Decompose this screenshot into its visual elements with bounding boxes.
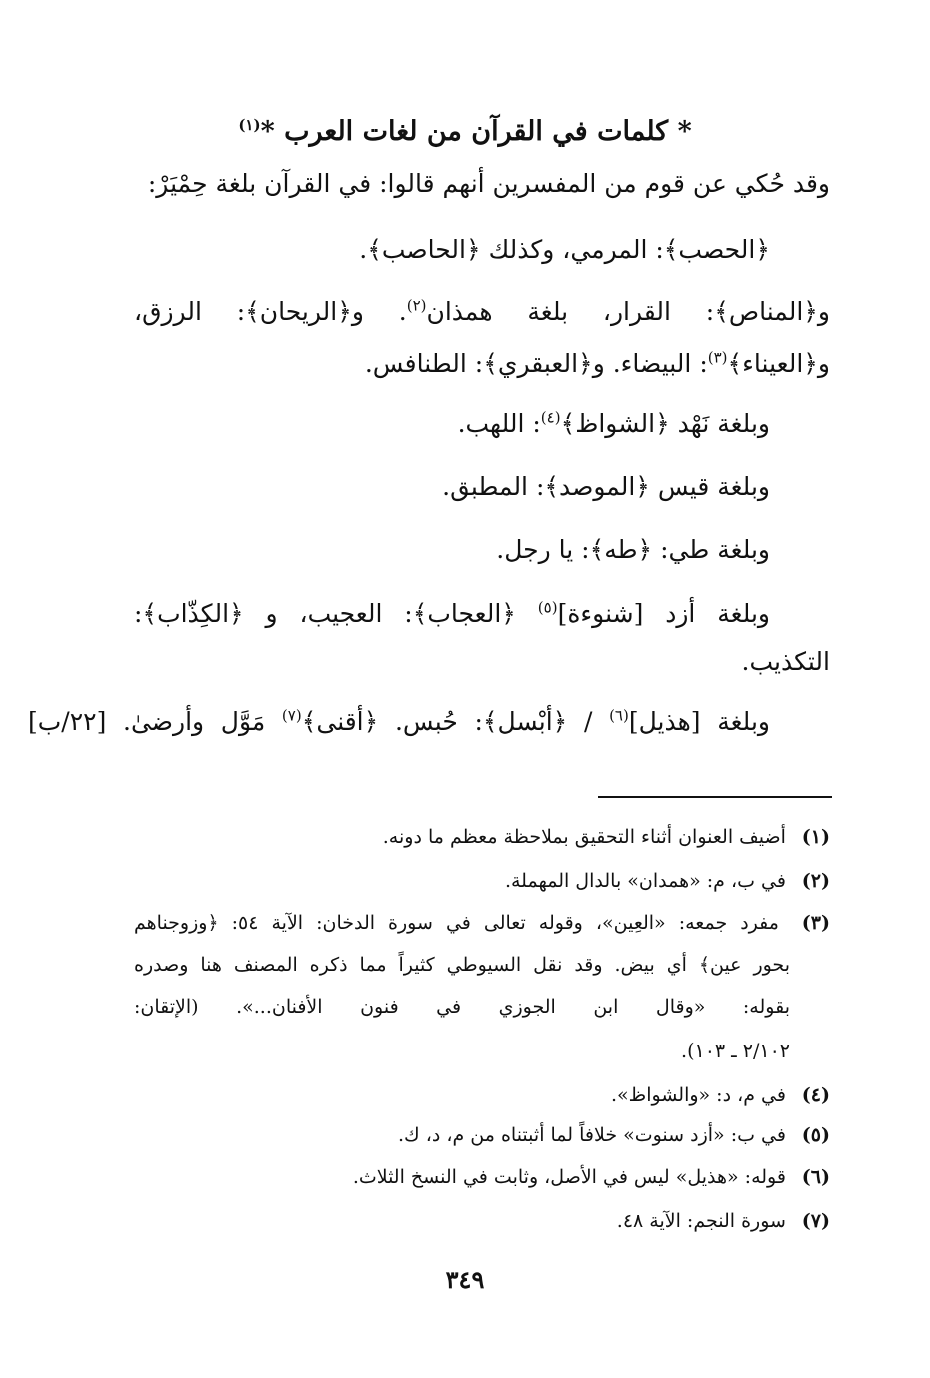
footnote-ref-4: (٤): [540, 408, 561, 427]
footnote-ref-7: (٧): [281, 706, 302, 725]
footnote-ref-3: (٣): [707, 348, 728, 367]
footnote-5-num: (٥): [801, 1124, 830, 1146]
text-line-8-b: ﴿العجاب﴾: العجيب، و ﴿الكِذّاب﴾:: [134, 599, 538, 628]
footnote-4: [611, 1078, 830, 1112]
footnote-2: [505, 864, 830, 898]
footnote-3-line-4: ٢/١٠٢ ـ ١٠٣).: [681, 1040, 790, 1062]
footnote-ref-1: (١): [238, 116, 261, 134]
text-line-10-a: وبلغة [هذيل]: [628, 707, 770, 736]
footnote-7-num: (٧): [801, 1210, 830, 1232]
section-heading: [0, 112, 930, 152]
footnote-1: [383, 820, 830, 854]
text-line-4: [365, 344, 830, 384]
footnote-5-text: في ب: «أزد سنوت» خلافاً لما أثبتناه من م، د، ك.: [397, 1124, 786, 1146]
text-line-5-b: : اللهب.: [457, 409, 541, 438]
footnote-ref-6: (٦): [609, 706, 629, 725]
text-line-1: وقد حُكي عن قوم من المفسرين أنهم قالوا: في القرآن بلغة حِمْيَرْ:: [147, 169, 830, 198]
text-line-10: [28, 702, 770, 742]
text-line-3-b: . و﴿الريحان﴾: الرزق،: [134, 297, 407, 326]
footnote-7-text: سورة النجم: الآية ٤٨.: [616, 1210, 786, 1232]
text-line-7: وبلغة طي: ﴿طه﴾: يا رجل.: [496, 535, 770, 564]
footnote-2-text: في ب، م: «همدان» بالدال المهملة.: [504, 870, 786, 892]
text-line-3-a: و﴿المناص﴾: القرار، بلغة همذان: [426, 297, 830, 326]
footnote-6: [353, 1160, 830, 1194]
text-line-10-b: / ﴿أبْسل﴾: حُبس. ﴿أقنى﴾: [301, 707, 610, 736]
footnote-3-num: (٣): [801, 912, 830, 934]
footnote-2-num: (٢): [801, 870, 830, 892]
text-line-4-b: : البيضاء. و﴿العبقري﴾: الطنافس.: [364, 349, 708, 378]
footnote-3: [134, 906, 830, 940]
footnote-3-line-2: بحور عين﴾ أي بيض. وقد نقل السيوطي كثيراً مما ذكره المصنف هنا وصدره: [134, 954, 790, 976]
footnote-6-num: (٦): [801, 1166, 830, 1188]
heading-text: * كلمات في القرآن من لغات العرب *: [260, 116, 692, 147]
text-line-4-a: و﴿العيناء﴾: [727, 349, 830, 378]
text-line-9: التكذيب.: [741, 647, 830, 676]
text-line-3: [134, 292, 830, 332]
footnote-6-text: قوله: «هذيل» ليس في الأصل، وثابت في النسخ الثلاث.: [352, 1166, 786, 1188]
footnote-5: [398, 1118, 830, 1152]
footnote-1-num: (١): [801, 826, 830, 848]
footnote-3-text: مفرد جمعه: «العِين»، وقوله تعالى في سورة الدخان: الآية ٥٤: ﴿وزوجناهم: [134, 912, 779, 934]
footnote-ref-2: (٢): [406, 296, 427, 315]
text-line-10-c: مَوَّل وأرضىٰ. [٢٢/ب]: [28, 707, 282, 736]
text-line-5: [458, 404, 770, 444]
text-line-5-a: وبلغة نَهْد ﴿الشواظ﴾: [560, 409, 770, 438]
footnote-1-text: أضيف العنوان أثناء التحقيق بملاحظة معظم ما دونه.: [382, 826, 786, 848]
text-line-2: ﴿الحصب﴾: المرمي، وكذلك ﴿الحاصب﴾.: [359, 235, 770, 264]
footnote-4-text: في م، د: «والشواظ».: [611, 1084, 786, 1106]
footnote-7: [617, 1204, 830, 1238]
text-line-8-a: وبلغة أزد [شنوءة]: [557, 599, 770, 628]
footnote-separator: [598, 796, 832, 798]
text-line-6: وبلغة قيس ﴿الموصد﴾: المطبق.: [442, 472, 770, 501]
footnote-ref-5: (٥): [537, 598, 558, 617]
footnote-3-line-3: بقوله: «وقال ابن الجوزي في فنون الأفنان...». (الإتقان:: [134, 996, 790, 1018]
page-number: ٣٤٩: [445, 1265, 485, 1294]
text-line-8: [134, 594, 770, 634]
footnote-4-num: (٤): [801, 1084, 830, 1106]
